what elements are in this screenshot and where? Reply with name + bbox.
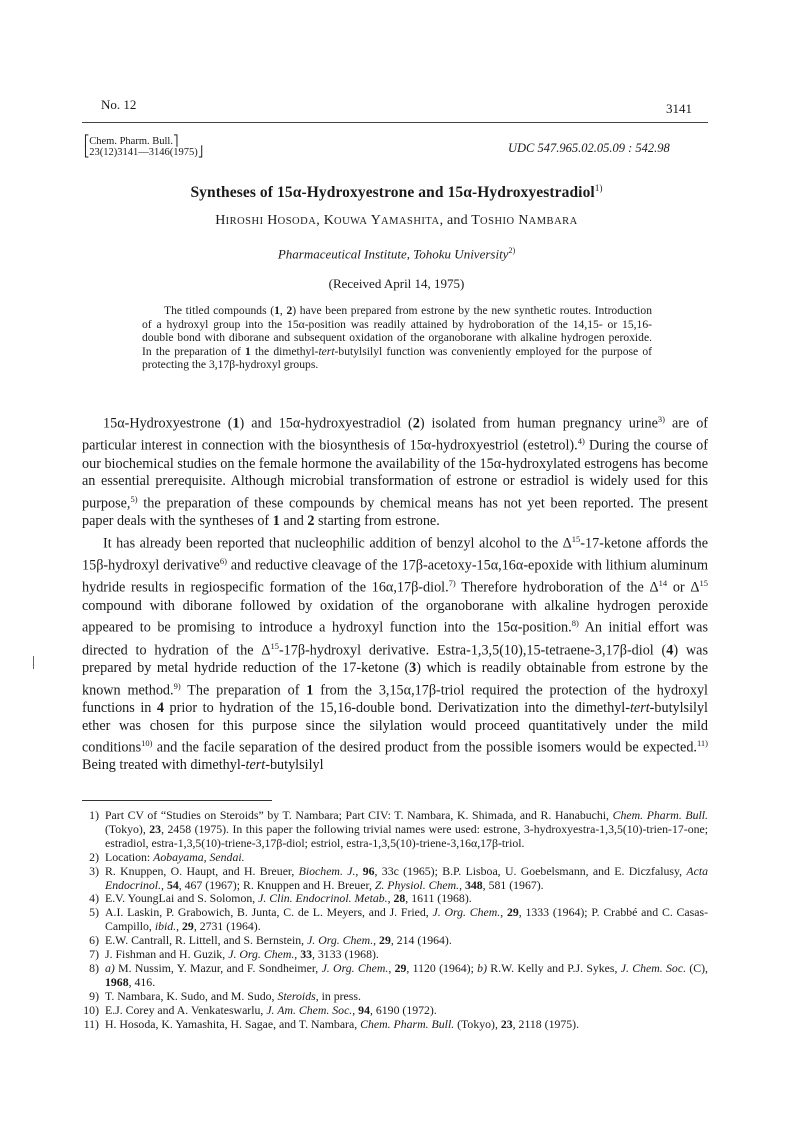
title-footnote-ref: 1) <box>594 183 603 193</box>
article-title <box>0 183 793 202</box>
footnote-text: 29 <box>394 960 407 975</box>
footnote-text: , <box>387 891 394 906</box>
footnote-text: 29 <box>379 933 391 948</box>
footnotes <box>82 809 708 1032</box>
footnote-text: J. Org. Chem. <box>307 933 374 948</box>
footnote-text: 94 <box>358 1002 370 1017</box>
footnote-text: , <box>294 947 301 962</box>
paragraph-2: It has already been reported that nucleophilic addition of benzyl alcohol to the $\Delta^{15}-17$-ketone affords the 15β-hydroxyl derivative$^{6)}$ and reductive cleavage of the 17β-acetoxy-15α,16α-epoxide with lithium aluminum hydride results in regiospecific formation of the 16α,17β-diol.$^{7)}$ Therefore hydroboration of the $\Delta^{14}$ or $\Delta^{15}$ compound with diborane followed by oxidation of the organoborane with alkaline hydrogen peroxide appeared to be promising to introduce a hydroxyl function into the 15α-position.$^{8)}$ An initial effort was directed to hydration of the $\Delta^{15}-17\beta$-hydroxyl derivative. Estra-1,3,5(10),15-tetraene-3,17β-diol (4) was prepared by metal hydride reduction of the 17-ketone (3) which is readily obtainable from estrone by the known method.$^{9)}$ The preparation of 1 from the 3,15α,17β-triol required the protection of the hydroxyl functions in 4 prior to hydration of the 15,16-double bond. Derivatization into the dimethyl-tert-butylsilyl ether was chosen for this purpose since the silylation would proceed quantitatively under the mild conditions$^{10)}$ and the facile separation of the desired product from the possible isomers would be expected.$^{11)}$ Being treated with dimethyl-tert-butylsilyl <box>82 533 708 774</box>
footnote-text: , <box>500 905 507 920</box>
footnote-text: , 214 (1964). <box>390 933 452 948</box>
footnote-number: 6) <box>89 933 99 948</box>
footnote-8 <box>82 962 708 990</box>
footnote-text: R.W. Kelly and P.J. Sykes, <box>487 960 621 975</box>
footnote-text: , <box>355 863 363 878</box>
footnote-text: , <box>388 960 395 975</box>
footnote-text: (Tokyo), <box>105 821 150 836</box>
footnote-9 <box>82 990 708 1004</box>
footnote-text: (Tokyo), <box>454 1016 501 1031</box>
footnote-text: 29 <box>182 919 194 934</box>
footnote-text: , <box>373 933 380 948</box>
footnote-text: Chem. Pharm. Bull. <box>612 808 708 822</box>
footnote-text: 1968 <box>105 974 129 989</box>
footnote-rule <box>82 800 272 801</box>
footnote-text: , 2458 (1975). In this paper the following trivial names were used: estrone, 3-hydroxyestra-1,3,5(10)-trien-17-one; estradiol, estra-1,3,5(10)-triene-3,17β-diol; estriol, estra-1,3,5(10)-triene-3,16α,17β-triol. <box>105 821 709 850</box>
footnote-text: , 1611 (1968). <box>405 891 472 906</box>
footnote-text: Part CV of “Studies on Steroids” by T. Nambara; Part CIV: T. Nambara, K. Shimada, and R. Hanabuchi, <box>105 808 613 822</box>
footnote-text: , <box>161 877 167 892</box>
footnote-text: , <box>176 919 183 934</box>
footnote-text: E.J. Corey and A. Venkateswarlu, <box>105 1002 267 1017</box>
footnote-text: , 2118 (1975). <box>512 1016 580 1031</box>
footnote-6 <box>82 934 708 948</box>
footnote-number: 3) <box>89 863 99 878</box>
footnote-text: Steroids <box>277 988 316 1003</box>
footnote-text: E.V. YoungLai and S. Solomon, <box>105 891 259 906</box>
affiliation: Pharmaceutical Institute, Tohoku University$^{2)}$ <box>277 246 516 262</box>
footnote-text: J. Fishman and H. Guzik, <box>105 947 229 962</box>
footnote-number: 11) <box>83 1016 99 1031</box>
issue-number: No. 12 <box>101 97 137 112</box>
footnote-text: Biochem. J. <box>298 863 356 878</box>
footnote-text: H. Hosoda, K. Yamashita, H. Sagae, and T. Nambara, <box>105 1016 361 1031</box>
footnote-text: 348 <box>464 877 483 892</box>
footnote-text: J. Org. Chem. <box>432 905 501 920</box>
footnote-number: 8) <box>89 960 99 975</box>
footnote-text: , in press. <box>315 988 361 1003</box>
footnote-text: 23 <box>500 1016 513 1031</box>
footnote-text: , <box>459 877 465 892</box>
footnote-text: J. Org. Chem. <box>321 960 389 975</box>
footnote-11 <box>82 1018 708 1032</box>
footnote-text: Aobayama, Sendai. <box>153 849 245 864</box>
footnote-7 <box>82 948 708 962</box>
udc-code: UDC 547.965.02.05.09 : 542.98 <box>508 141 670 155</box>
footnote-text: 29 <box>506 905 519 920</box>
footnote-5 <box>82 906 708 934</box>
footnote-text: a) <box>105 960 115 975</box>
footnote-4 <box>82 892 708 906</box>
footnote-text: , 3133 (1968). <box>312 947 379 962</box>
footnote-10 <box>82 1004 708 1018</box>
footnote-2 <box>82 851 708 865</box>
footnote-text: , 1120 (1964); <box>406 960 478 975</box>
footnote-text: , 33c (1965); B.P. Lisboa, U. Goebelsmann, and E. Diczfalusy, <box>374 863 687 878</box>
footnote-text: T. Nambara, K. Sudo, and M. Sudo, <box>105 988 278 1003</box>
margin-mark <box>33 656 34 669</box>
footnote-text: Z. Physiol. Chem. <box>374 877 460 892</box>
footnote-number: 10) <box>83 1002 99 1017</box>
footnote-text: E.W. Cantrall, R. Littell, and S. Bernstein, <box>105 933 308 948</box>
author-3: TOSHIO NAMBARA <box>471 213 578 228</box>
footnote-text: 33 <box>300 947 312 962</box>
affiliation-footnote-ref: 2) <box>508 246 516 255</box>
footnote-text: , 6190 (1972). <box>369 1002 437 1017</box>
abstract: The titled compounds (1, 2) have been prepared from estrone by the new synthetic routes. Introduction of a hydroxyl group into the 15α-position was readily attained by hydroboration of the 14,15- or 15,16-double bond with diborane and subsequent oxidation of the organoborane with alkaline hydrogen peroxide. In the preparation of 1 the dimethyl-tert-butylsilyl function was conveniently employed for the purpose of protecting the 3,17β-hydroxyl groups. <box>142 304 652 371</box>
footnote-text: , 416. <box>128 974 156 989</box>
journal-reference: ⎡Chem. Pharm. Bull.⎤ ⎣23(12)3141—3146(1975)⎦ <box>84 136 203 158</box>
footnote-text: A.I. Laskin, P. Grabowich, B. Junta, C. de L. Meyers, and J. Fried, <box>105 905 433 920</box>
journal-ref-line2: 23(12)3141—3146(1975) <box>89 147 198 158</box>
footnote-text: R. Knuppen, O. Haupt, and H. Breuer, <box>105 863 299 878</box>
title-text: Syntheses of 15α-Hydroxyestrone and 15α-Hydroxyestradiol <box>190 184 595 202</box>
footnote-text: 23 <box>149 821 162 836</box>
paragraph-1: 15α-Hydroxyestrone (1) and 15α-hydroxyestradiol (2) isolated from human pregnancy urine$^{3)}$ are of particular interest in connection with the biosynthesis of 15α-hydroxyestriol (estetrol).$^{4)}$ During the course of our biochemical studies on the female hormone the availability of the 15α-hydroxylated estrogens has become an essential prerequisite. Although microbial transformation of estrone or estradiol is widely used for this purpose,$^{5)}$ the preparation of these compounds by chemical means has not yet been reported. The present paper deals with the syntheses of 1 and 2 starting from estrone. <box>82 414 709 530</box>
footnote-number: 4) <box>89 891 99 906</box>
footnote-text: J. Am. Chem. Soc. <box>266 1002 353 1017</box>
footnote-text: (C), <box>686 960 708 975</box>
footnote-text: Acta Endocrinol. <box>105 863 709 892</box>
footnote-text: , 2731 (1964). <box>193 919 261 934</box>
footnote-number: 5) <box>89 905 99 920</box>
footnote-text: b) <box>477 960 487 975</box>
body-text <box>82 411 708 775</box>
footnote-number: 7) <box>89 947 99 962</box>
page-number: 3141 <box>666 101 692 116</box>
footnote-text: J. Chem. Soc. <box>620 960 687 975</box>
footnote-text: , 467 (1967); R. Knuppen and H. Breuer, <box>178 877 375 892</box>
footnote-text: ibid. <box>154 919 177 934</box>
footnote-number: 9) <box>89 988 99 1003</box>
footnote-text: 54 <box>166 877 179 892</box>
footnote-text: M. Nussim, Y. Mazur, and F. Sondheimer, <box>114 960 322 975</box>
footnote-text: J. Clin. Endocrinol. Metab. <box>258 891 388 906</box>
footnote-text: J. Org. Chem. <box>228 947 295 962</box>
footnote-number: 1) <box>89 808 99 822</box>
footnote-text: Chem. Pharm. Bull. <box>360 1016 455 1031</box>
footnote-text: , 581 (1967). <box>482 877 544 892</box>
footnote-text: , <box>352 1002 359 1017</box>
received-date: (Received April 14, 1975) <box>328 276 465 291</box>
footnote-1 <box>82 809 708 851</box>
footnote-number: 2) <box>89 849 99 864</box>
author-2: KOUWA YAMASHITA <box>323 213 440 228</box>
footnote-text: 28 <box>393 891 406 906</box>
author-1: HIROSHI HOSODA <box>215 213 317 228</box>
author-list: HIROSHI HOSODA, KOUWA YAMASHITA, and TOSHIO NAMBARA <box>215 213 578 228</box>
journal-ref-line1: Chem. Pharm. Bull. <box>89 136 173 147</box>
header-rule <box>82 122 708 123</box>
footnote-text: , 1333 (1964); P. Crabbé and C. Casas-Campillo, <box>105 905 708 934</box>
footnote-3 <box>82 865 708 893</box>
footnote-text: 96 <box>362 863 375 878</box>
authors-and: and <box>446 213 468 228</box>
footnote-text: Location: <box>105 849 154 864</box>
